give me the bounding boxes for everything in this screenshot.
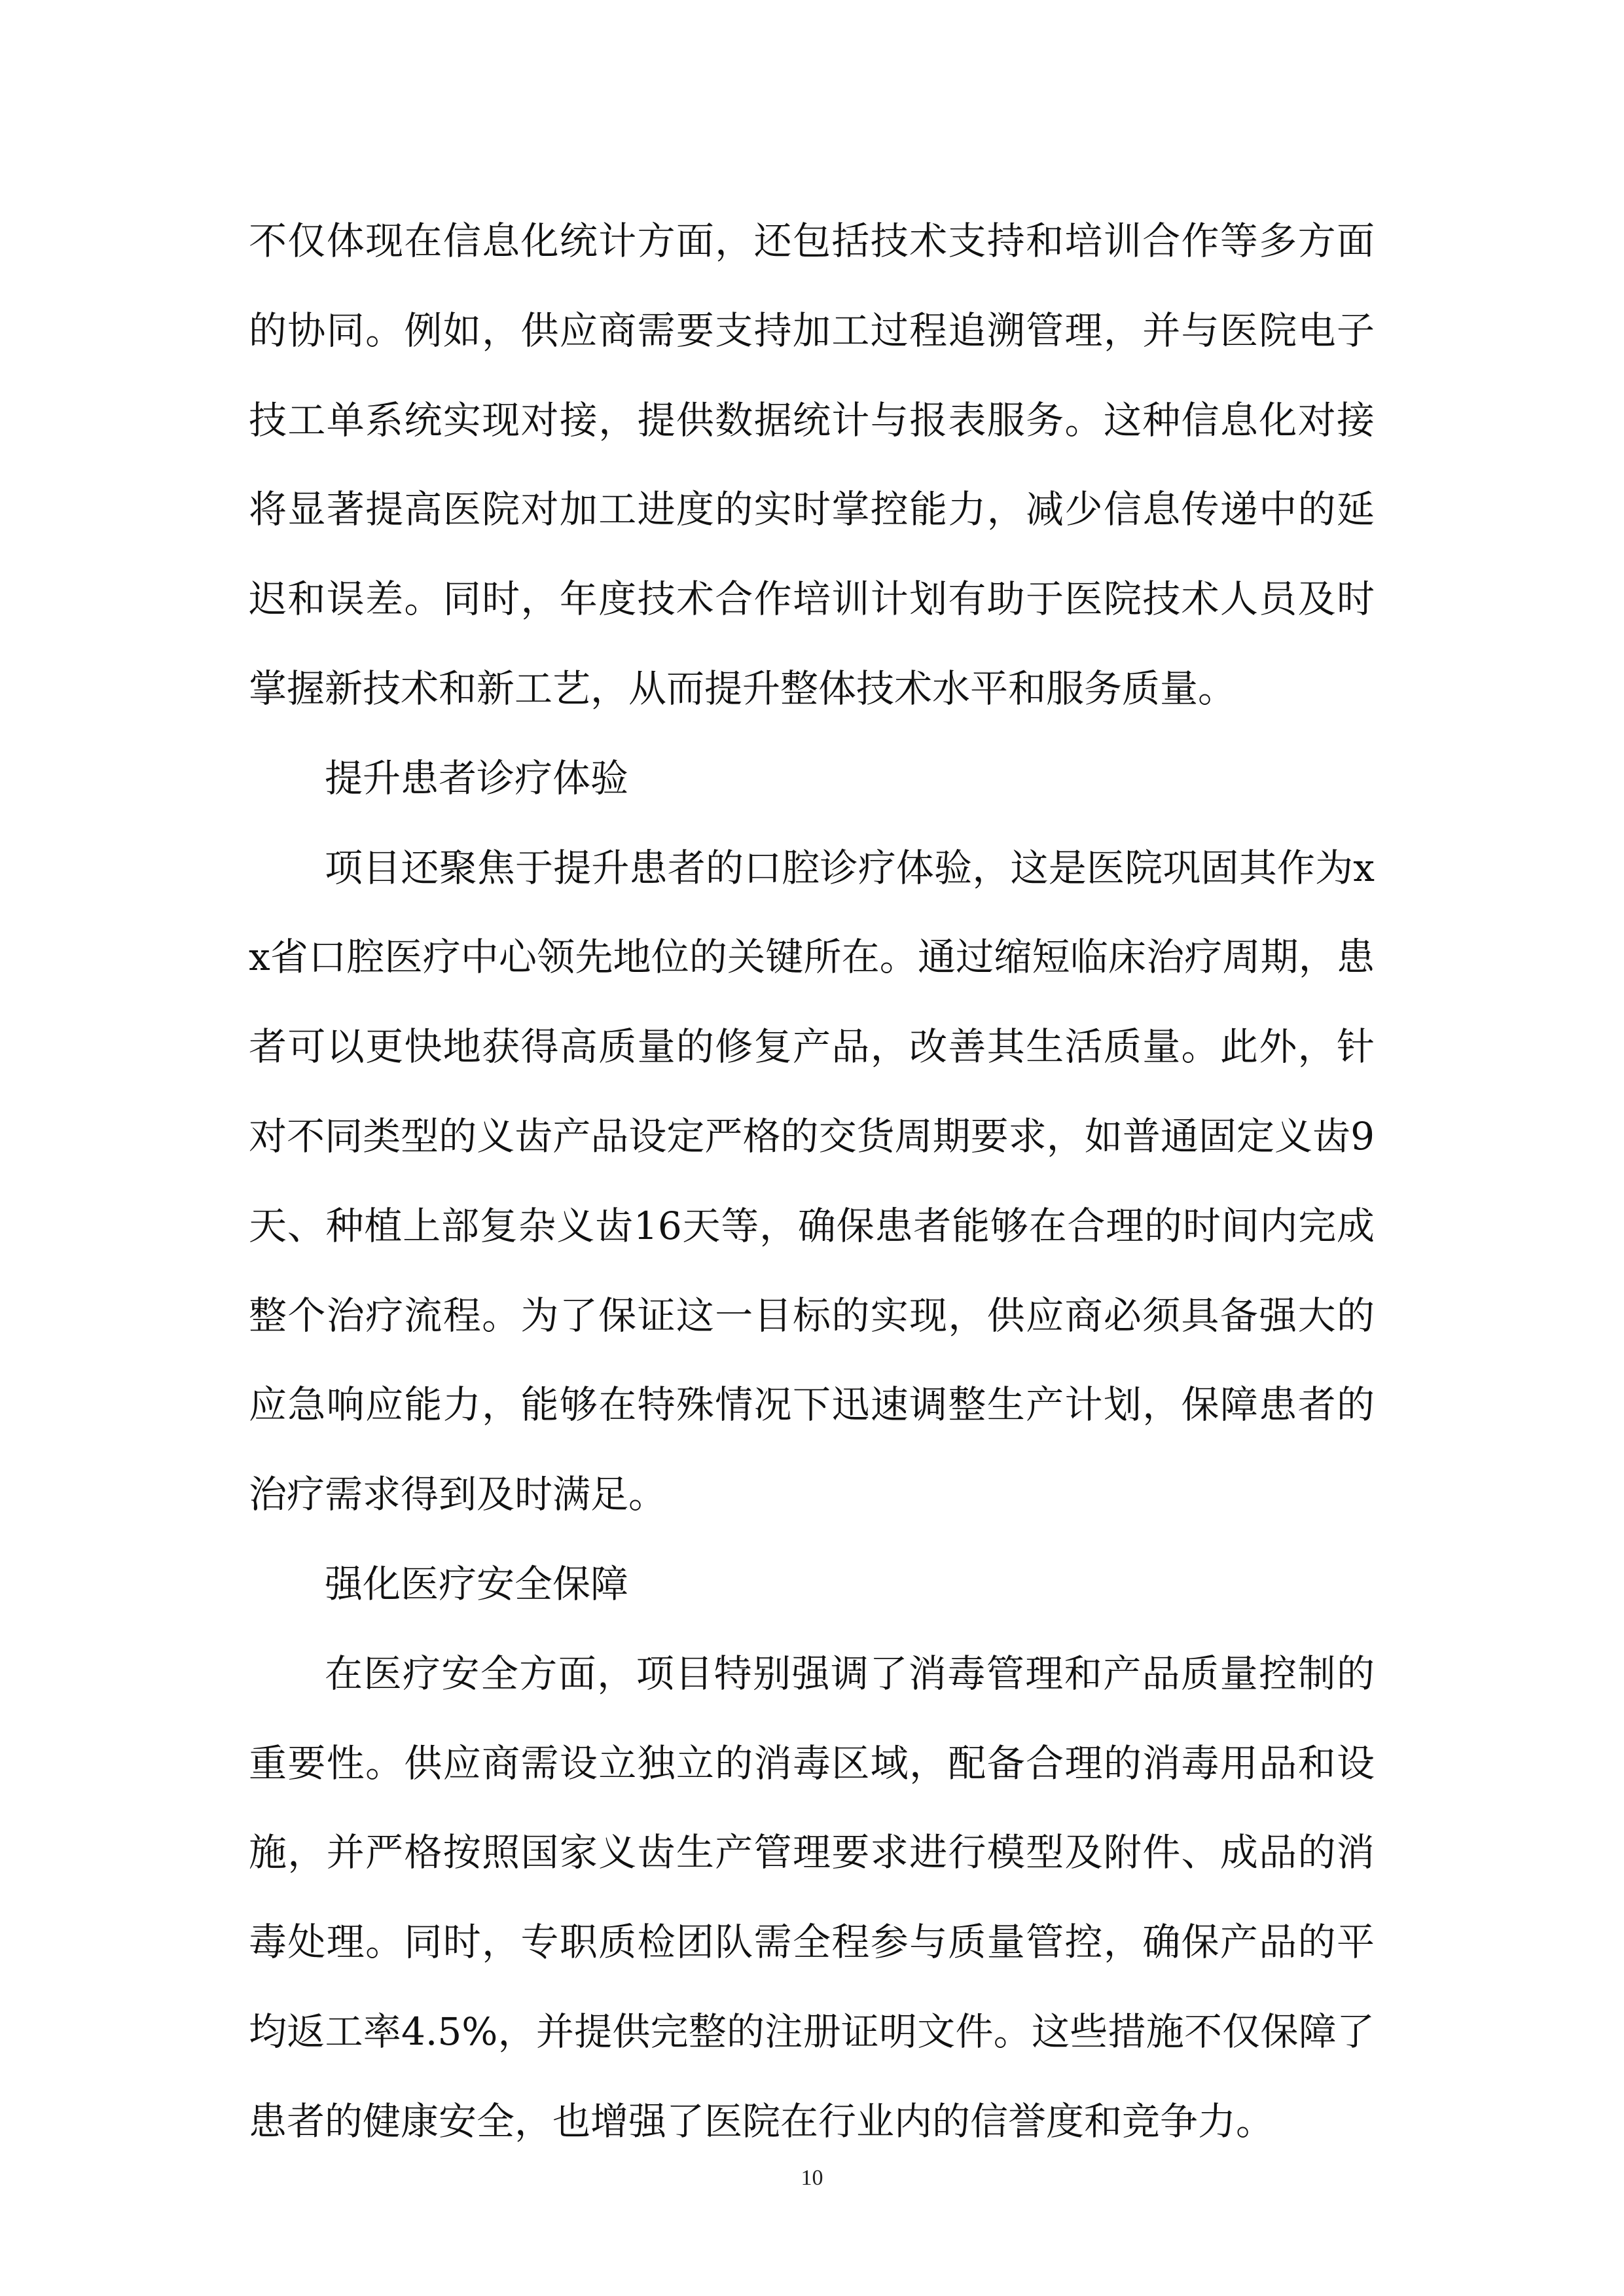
page-number: 10 — [801, 2166, 823, 2190]
paragraph-patient-experience: 项目还聚焦于提升患者的口腔诊疗体验，这是医院巩固其作为xx省口腔医疗中心领先地位的关键所在。通过缩短临床治疗周期，患者可以更快地获得高质量的修复产品，改善其生活质量。此外，针对不同类型的义齿产品设定严格的交货周期要求，如普通固定义齿9天、种植上部复杂义齿16天等，确保患者能够在合理的时间内完成整个治疗流程。为了保证这一目标的实现，供应商必须具备强大的应急响应能力，能够在特殊情况下迅速调整生产计划，保障患者的治疗需求得到及时满足。 — [249, 845, 1375, 1517]
paragraph-information-collaboration: 不仅体现在信息化统计方面，还包括技术支持和培训合作等多方面的协同。例如，供应商需要支持加工过程追溯管理，并与医院电子技工单系统实现对接，提供数据统计与报表服务。这种信息化对接将显著提高医院对加工进度的实时掌控能力，减少信息传递中的延迟和误差。同时，年度技术合作培训计划有助于医院技术人员及时掌握新技术和新工艺，从而提升整体技术水平和服务质量。 — [249, 219, 1375, 711]
section-heading-patient-experience: 提升患者诊疗体验 — [325, 755, 629, 800]
paragraph-medical-safety: 在医疗安全方面，项目特别强调了消毒管理和产品质量控制的重要性。供应商需设立独立的消毒区域，配备合理的消毒用品和设施，并严格按照国家义齿生产管理要求进行模型及附件、成品的消毒处理。同时，专职质检团队需全程参与质量管控，确保产品的平均返工率4.5%，并提供完整的注册证明文件。这些措施不仅保障了患者的健康安全，也增强了医院在行业内的信誉度和竞争力。 — [249, 1651, 1375, 2144]
section-heading-medical-safety: 强化医疗安全保障 — [325, 1561, 629, 1606]
document-body — [249, 196, 1375, 2166]
